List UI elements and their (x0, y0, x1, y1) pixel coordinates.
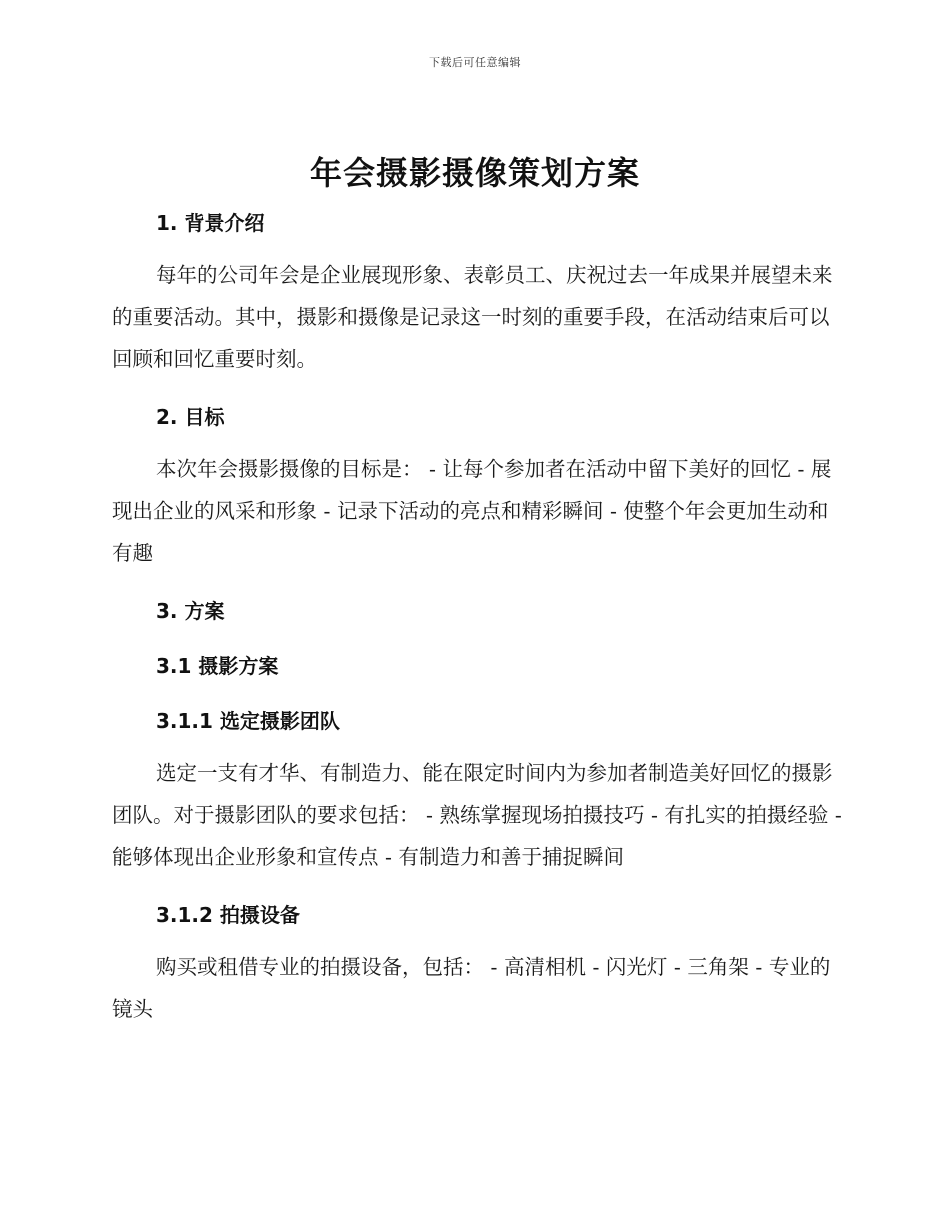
section-heading-photo-plan: 3.1 摄影方案 (156, 654, 279, 678)
section-heading-plan: 3. 方案 (156, 599, 225, 623)
page-header-note: 下载后可任意编辑 (429, 56, 521, 69)
section-heading-equipment: 3.1.2 拍摄设备 (156, 903, 300, 927)
section-text-team: 选定一支有才华、有制造力、能在限定时间内为参加者制造美好回忆的摄影团队。对于摄影团队的要求包括： - 熟练掌握现场拍摄技巧 - 有扎实的拍摄经验 - 能够体现出企业形象和宣传点 - 有制造力和善于捕捉瞬间 (112, 761, 842, 869)
section-text-goals: 本次年会摄影摄像的目标是： - 让每个参加者在活动中留下美好的回忆 - 展现出企业的风采和形象 - 记录下活动的亮点和精彩瞬间 - 使整个年会更加生动和有趣 (112, 457, 832, 565)
section-heading-goals: 2. 目标 (156, 405, 225, 429)
document-title: 年会摄影摄像策划方案 (309, 154, 640, 192)
section-heading-background: 1. 背景介绍 (156, 211, 265, 235)
section-text-equipment: 购买或租借专业的拍摄设备，包括： - 高清相机 - 闪光灯 - 三角架 - 专业的镜头 (112, 955, 831, 1021)
section-heading-team: 3.1.1 选定摄影团队 (156, 709, 340, 733)
section-text-background: 每年的公司年会是企业展现形象、表彰员工、庆祝过去一年成果并展望未来的重要活动。其中，摄影和摄像是记录这一时刻的重要手段，在活动结束后可以回顾和回忆重要时刻。 (112, 263, 833, 371)
